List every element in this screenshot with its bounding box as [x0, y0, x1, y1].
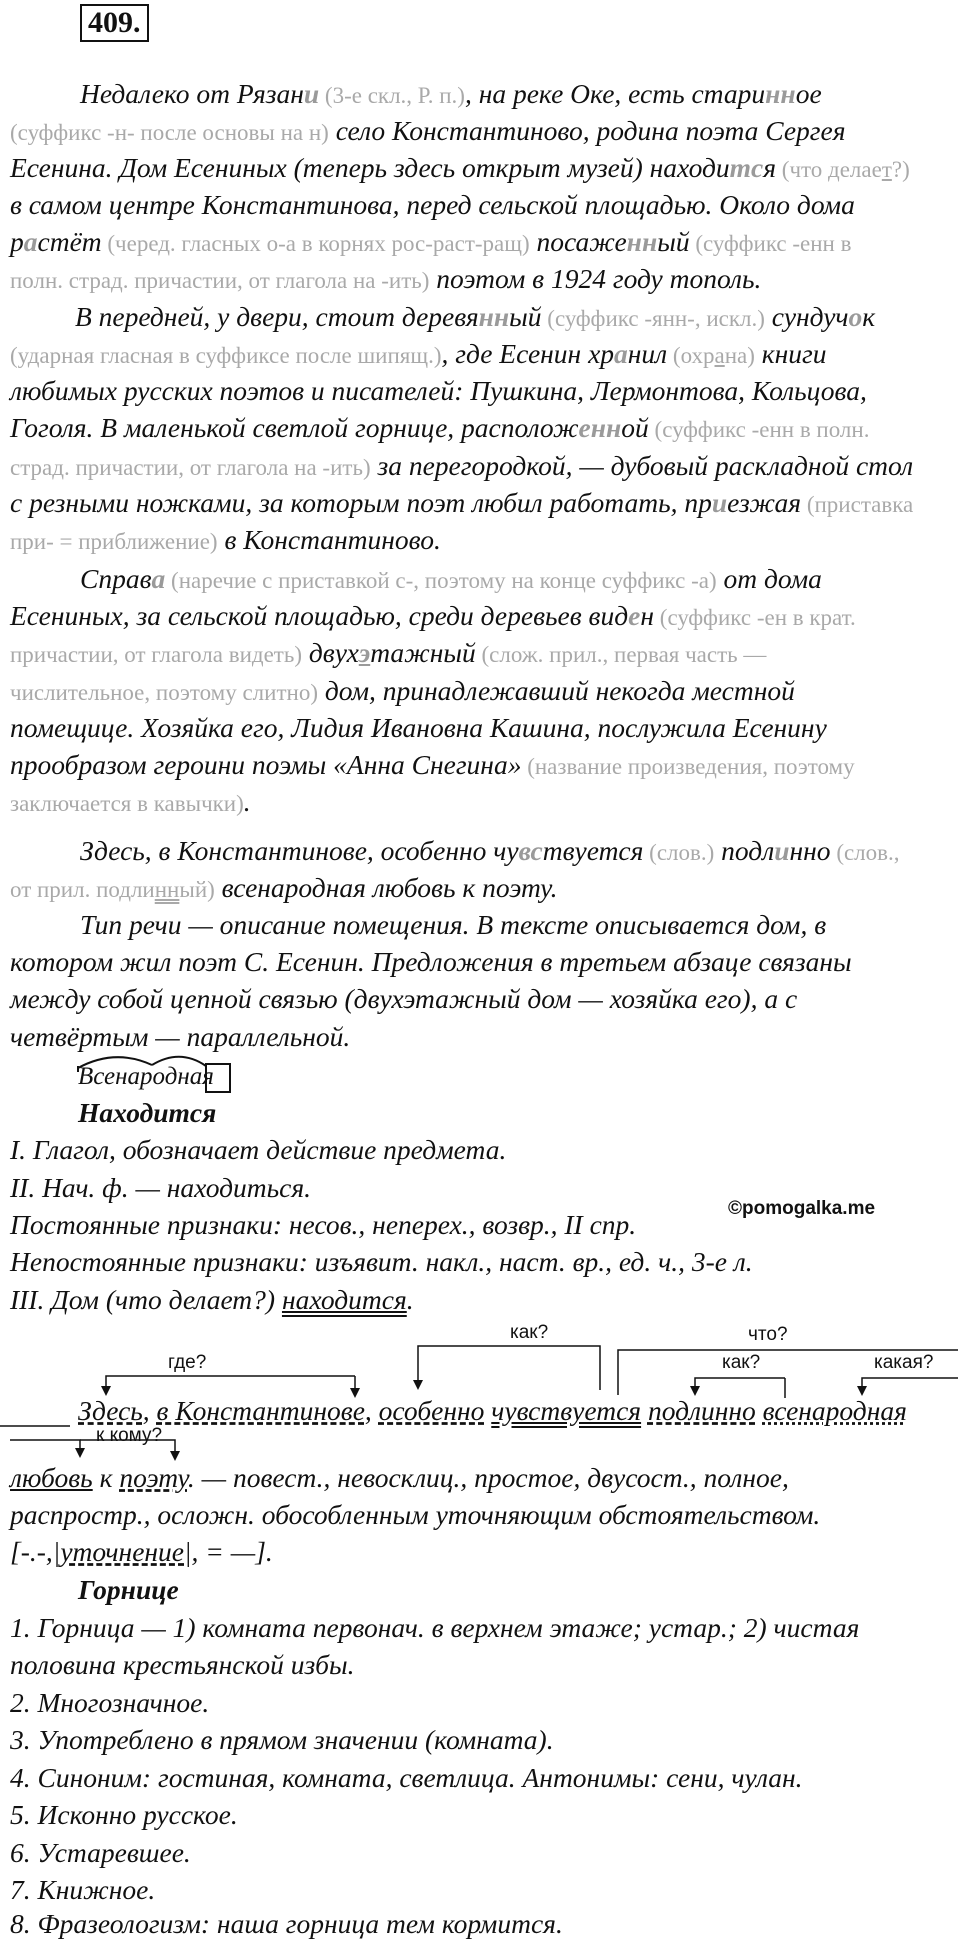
highlight: нн: [626, 226, 658, 257]
comment: (суффикс -ен в крат.: [654, 605, 856, 630]
comment: (охр: [667, 343, 715, 368]
question-kak-1: как?: [510, 1322, 549, 1343]
comment: (что делае: [776, 157, 882, 182]
word-zdes: Здесь: [78, 1395, 143, 1426]
comment: ый): [179, 877, 215, 902]
heading-nahoditsya: Находится: [78, 1097, 217, 1128]
text: поэтом в 1924 году тополь.: [429, 263, 762, 294]
gornitse-item: 1. Горница — 1) комната первонач. в верхнем этаже; устар.; 2) чистая: [10, 1612, 860, 1643]
text: нил: [627, 338, 668, 369]
comment: полн. страд. причастии, от глагола на -ить): [10, 268, 430, 293]
text: подл: [714, 835, 775, 866]
comment: (слов.): [643, 840, 715, 865]
comment: заключается в кавычки): [10, 791, 244, 816]
word-podlinno: подлинно: [647, 1395, 756, 1426]
nahoditsya-line-1: I. Глагол, обозначает действие предмета.: [10, 1134, 507, 1165]
comment: числительное, поэтому слитно): [10, 680, 318, 705]
text: Есениных, за сельской площадью, среди деревьев вид: [10, 600, 629, 631]
predicate: находится: [281, 1284, 407, 1315]
word-vsenarodnaya: всенародная: [762, 1395, 907, 1426]
highlight: э: [358, 637, 371, 668]
word-chuvstvuetsya: чувствуется: [491, 1395, 642, 1426]
text: Есенина. Дом Есениных (теперь здесь открыт музей) находи: [10, 152, 730, 183]
text: р: [10, 226, 24, 257]
word-lyubov: любовь: [10, 1462, 93, 1493]
comment: а: [714, 343, 725, 368]
gornitse-item: 2. Многозначное.: [10, 1687, 210, 1718]
p5-line-2: котором жил поэт С. Есенин. Предложения в третьем абзаце связаны: [10, 946, 852, 977]
text: я: [763, 152, 777, 183]
text: .: [406, 1284, 414, 1315]
word-poetu: поэту: [119, 1462, 188, 1493]
comment: т: [881, 157, 892, 182]
text: [756, 1395, 763, 1426]
text: твуется: [542, 835, 644, 866]
text: В передней, у двери, стоит деревя: [75, 301, 479, 332]
comment: ?): [891, 157, 910, 182]
word-v-konstantinove: в Константинове: [156, 1395, 365, 1426]
comment: (слож. прил., первая часть —: [475, 642, 767, 667]
text: Недалеко от Рязан: [80, 78, 304, 109]
comment: (3-е скл., Р. п.): [319, 83, 465, 108]
text: с резными ножками, за которым поэт любил работать, пр: [10, 487, 712, 518]
p5-line-4: четвёртым — параллельной.: [10, 1021, 351, 1052]
highlight: нн: [765, 78, 796, 109]
arrow-kak-2: [695, 1378, 785, 1390]
morpheme-word-text: Всенародная: [78, 1063, 214, 1090]
text: |, = —].: [184, 1536, 273, 1567]
comment: (суффикс -енн в: [689, 231, 852, 256]
highlight: енн: [578, 412, 622, 443]
highlight: и: [303, 78, 320, 109]
syntax-line-2: [10, 1459, 789, 1497]
text: к: [862, 301, 876, 332]
comment: нн: [154, 877, 180, 902]
text: ,: [142, 1395, 157, 1426]
text: , где Есенин хр: [441, 338, 615, 369]
text: ,: [364, 1395, 379, 1426]
p3-line-5: помещице. Хозяйка его, Лидия Ивановна Кашина, послужила Есенину: [10, 712, 827, 743]
gornitse-item: 5. Исконно русское.: [10, 1799, 238, 1830]
comment: (суффикс -енн в полн.: [648, 417, 870, 442]
word-osobenno: особенно: [378, 1395, 485, 1426]
comment: (слов.,: [830, 840, 900, 865]
exercise-number: 409.: [80, 4, 149, 42]
highlight: е: [628, 600, 641, 631]
highlight: вс: [518, 835, 543, 866]
text: стёт: [37, 226, 102, 257]
text: Справ: [80, 563, 152, 594]
highlight: тс: [729, 152, 764, 183]
comment: (приставка: [801, 492, 914, 517]
highlight: а: [614, 338, 628, 369]
gornitse-item: 3. Употреблено в прямом значении (комната).: [10, 1724, 554, 1755]
nahoditsya-line-2: II. Нач. ф. — находиться.: [10, 1172, 311, 1203]
text: [641, 1395, 648, 1426]
text: ой: [621, 412, 649, 443]
text: дом, принадлежавший некогда местной: [317, 675, 795, 706]
gornitse-item: 4. Синоним: гостиная, комната, светлица. Антонимы: сени, чулан.: [10, 1762, 803, 1793]
highlight: о: [848, 301, 863, 332]
text: Гоголя. В маленькой светлой горнице, располож: [10, 412, 579, 443]
comment: (черед. гласных о-а в корнях рос-раст-ращ): [101, 231, 530, 256]
text: ый: [657, 226, 690, 257]
comment: (наречие с приставкой с-, поэтому на конце суффикс -а): [165, 568, 717, 593]
gornitse-item: половина крестьянской избы.: [10, 1649, 355, 1680]
text: [-.-,|: [10, 1536, 61, 1567]
highlight: а: [151, 563, 166, 594]
text: от дома: [716, 563, 822, 594]
comment: при- = приближение): [10, 529, 218, 554]
syntax-line-3: распростр., осложн. обособленным уточняющим обстоятельством.: [10, 1499, 821, 1530]
nahoditsya-line-3: Постоянные признаки: несов., неперех., возвр., II спр.: [10, 1209, 637, 1240]
text: нно: [789, 835, 831, 866]
text: .: [243, 786, 251, 817]
text: ый: [509, 301, 542, 332]
comment: на): [724, 343, 755, 368]
question-kak-2: как?: [722, 1352, 761, 1373]
nahoditsya-line-4: Непостоянные признаки: изъявит. накл., наст. вр., ед. ч., 3-е л.: [10, 1246, 753, 1277]
watermark: ©pomogalka.me: [728, 1198, 876, 1219]
comment: (ударная гласная в суффиксе после шипящ.): [10, 343, 442, 368]
text: , на реке Оке, есть стари: [464, 78, 766, 109]
question-gde: где?: [168, 1352, 207, 1373]
heading-gornitse: Горнице: [78, 1574, 179, 1605]
text: н: [640, 600, 655, 631]
scheme-utochnenie: уточнение: [60, 1536, 184, 1567]
highlight: а: [23, 226, 38, 257]
arrow-k-komu-2: [80, 1440, 175, 1455]
text: книги: [754, 338, 827, 369]
highlight: и: [774, 835, 790, 866]
gornitse-item: 8. Фразеологизм: наша горница тем кормится.: [10, 1908, 563, 1939]
comment: причастии, от глагола видеть): [10, 642, 302, 667]
gornitse-item: 6. Устаревшее.: [10, 1837, 191, 1868]
arrow-chto: [618, 1350, 958, 1395]
text: сундуч: [764, 301, 849, 332]
arrow-kakaya: [862, 1378, 958, 1390]
syntax-scheme: [10, 1533, 273, 1571]
question-k-komu: к кому?: [96, 1425, 163, 1446]
text: посаже: [529, 226, 627, 257]
comment: страд. причастии, от глагола на -ить): [10, 455, 371, 480]
arrow-kak-1: [418, 1346, 600, 1390]
text: ое: [795, 78, 822, 109]
syntax-line-1: [78, 1392, 907, 1430]
text: прообразом героини поэмы «Анна Снегина»: [10, 749, 522, 780]
p5-line-1: Тип речи — описание помещения. В тексте описывается дом, в: [80, 909, 827, 940]
text: Здесь, в Константинове, особенно чу: [80, 835, 519, 866]
text: село Константиново, родина поэта Сергея: [328, 115, 846, 146]
comment: (название произведения, поэтому: [521, 754, 855, 779]
text: всенародная любовь к поэту.: [214, 872, 558, 903]
text: двух: [302, 637, 359, 668]
text: в Константиново.: [217, 524, 441, 555]
comment: (суффикс -н- после основы на н): [10, 120, 329, 145]
text: . — повест., невосклиц., простое, двусост., полное,: [187, 1462, 789, 1493]
p2-line-3: любимых русских поэтов и писателей: Пушкина, Лермонтова, Кольцова,: [10, 375, 867, 406]
comment: от прил. подли: [10, 877, 155, 902]
text: езжая: [727, 487, 802, 518]
p5-line-3: между собой цепной связью (двухэтажный дом — хозяйка его), а с: [10, 983, 798, 1014]
arrow-k-komu: [10, 1440, 80, 1452]
text: за перегородкой, — дубовый раскладной стол: [370, 450, 914, 481]
text: к: [92, 1462, 120, 1493]
text: тажный: [370, 637, 476, 668]
highlight: и: [711, 487, 728, 518]
text: III. Дом (что делает?): [10, 1284, 282, 1315]
highlight: нн: [478, 301, 510, 332]
gornitse-item: 7. Книжное.: [10, 1874, 156, 1905]
question-chto: что?: [748, 1324, 788, 1345]
comment: (суффикс -янн-, искл.): [541, 306, 765, 331]
question-kakaya: какая?: [874, 1352, 934, 1373]
arrow-gde: [106, 1376, 355, 1390]
p1-line-4: в самом центре Константинова, перед сельской площадью. Около дома: [10, 189, 855, 220]
